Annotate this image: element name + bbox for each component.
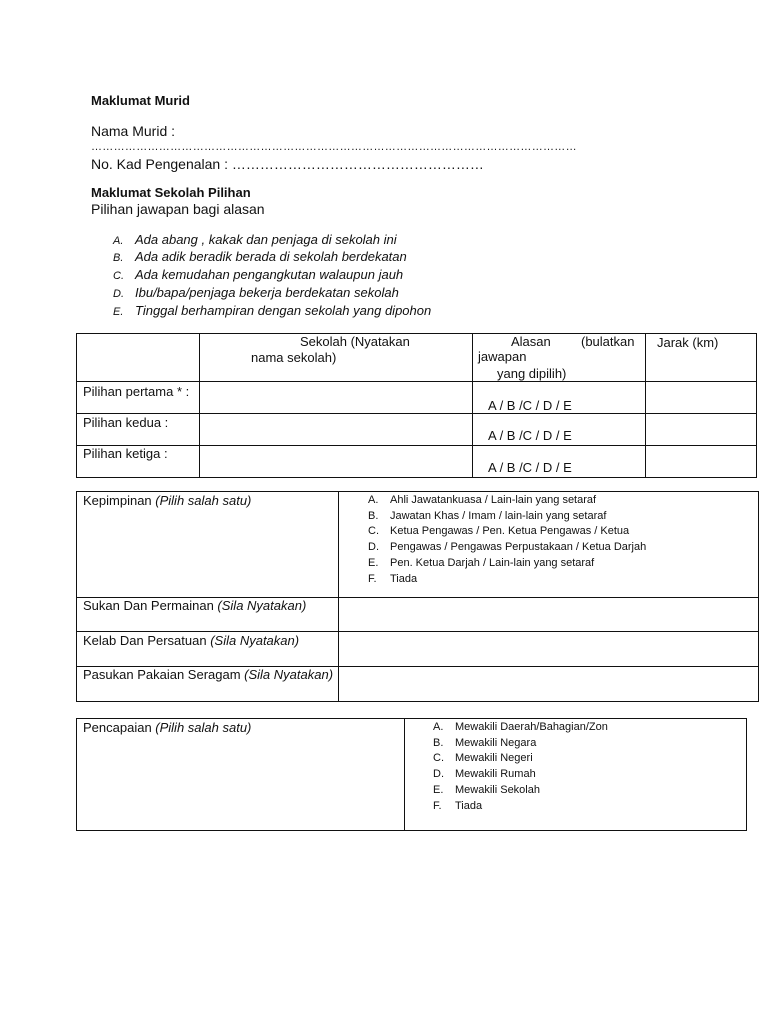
achievement-hint: (Pilih salah satu) [155, 720, 252, 735]
row-label: Pilihan pertama * : [77, 382, 200, 414]
leadership-hint: (Pilih salah satu) [155, 493, 252, 508]
row-label: Pilihan ketiga : [77, 446, 200, 478]
leadership-label-cell [77, 492, 339, 598]
school-name-input[interactable] [200, 382, 473, 414]
club-label-cell: Kelab Dan Persatuan (Sila Nyatakan) [77, 632, 339, 667]
reason-header: Alasan (bulatkan jawapan yang dipilih) [473, 334, 646, 382]
achievement-label: Pencapaian [83, 720, 156, 735]
club-input[interactable] [339, 632, 759, 667]
reason-option-e: E. Tinggal berhampiran dengan sekolah yang dipohon [113, 303, 432, 318]
achievement-row [77, 719, 747, 831]
ic-number-field[interactable]: No. Kad Pengenalan : ……………………………………………… [91, 156, 484, 172]
distance-input[interactable] [646, 446, 757, 478]
club-row [77, 632, 759, 667]
leadership-label: Kepimpinan [83, 493, 156, 508]
achievement-option-b[interactable]: B. Mewakili Negara [433, 736, 537, 749]
school-name-header: Sekolah (Nyatakan nama sekolah) [200, 334, 473, 382]
leadership-option-a[interactable]: A. Ahli Jawatankuasa / Lain-lain yang setaraf [368, 494, 597, 506]
reason-choice-cell[interactable]: A / B /C / D / E [473, 382, 646, 414]
achievement-option-f[interactable]: F. Tiada [433, 799, 483, 812]
uniform-label-cell: Pasukan Pakaian Seragam (Sila Nyatakan) [77, 667, 339, 702]
distance-input[interactable] [646, 414, 757, 446]
sports-label-cell: Sukan Dan Permainan (Sila Nyatakan) [77, 598, 339, 632]
header-empty-cell [77, 334, 200, 382]
school-choice-table [76, 333, 757, 478]
school-choice-heading: Maklumat Sekolah Pilihan [91, 185, 251, 200]
reason-option-c: C. Ada kemudahan pengangkutan walaupun jauh [113, 267, 404, 282]
reason-options-subheading: Pilihan jawapan bagi alasan [91, 201, 265, 217]
reason-choice-cell[interactable]: A / B /C / D / E [473, 446, 646, 478]
achievement-option-e[interactable]: E. Mewakili Sekolah [433, 783, 540, 796]
row-label: Pilihan kedua : [77, 414, 200, 446]
school-row-third [77, 446, 757, 478]
distance-header: Jarak (km) [646, 334, 757, 382]
leadership-option-c[interactable]: C. Ketua Pengawas / Pen. Ketua Pengawas / Ketua [368, 525, 630, 538]
school-row-second [77, 414, 757, 446]
activities-table [76, 491, 759, 702]
school-name-input[interactable] [200, 446, 473, 478]
leadership-row [77, 492, 759, 598]
reason-option-a: A. Ada abang , kakak dan penjaga di sekolah ini [113, 232, 397, 247]
leadership-option-e[interactable]: E. Pen. Ketua Darjah / Lain-lain yang setaraf [368, 556, 595, 569]
student-section-heading: Maklumat Murid [91, 93, 190, 108]
leadership-options-cell[interactable] [339, 492, 759, 598]
school-table-header-row [77, 334, 757, 382]
achievement-label-cell [77, 719, 405, 831]
achievement-option-d[interactable]: D. Mewakili Rumah [433, 768, 536, 781]
achievement-option-c[interactable]: C. Mewakili Negeri [433, 752, 533, 765]
sports-row [77, 598, 759, 632]
student-name-field[interactable]: ………………………………………………………………………………………………………………… [91, 141, 577, 153]
student-name-label: Nama Murid : [91, 123, 176, 139]
achievement-option-a[interactable]: A. Mewakili Daerah/Bahagian/Zon [433, 721, 608, 733]
leadership-option-d[interactable]: D. Pengawas / Pengawas Perpustakaan / Ketua Darjah [368, 541, 647, 554]
leadership-option-b[interactable]: B. Jawatan Khas / Imam / lain-lain yang setaraf [368, 509, 607, 522]
achievement-table [76, 718, 747, 831]
sports-input[interactable] [339, 598, 759, 632]
achievement-options-cell[interactable] [405, 719, 747, 831]
reason-option-b: B. Ada adik beradik berada di sekolah berdekatan [113, 249, 407, 264]
reason-option-d: D. Ibu/bapa/penjaga bekerja berdekatan sekolah [113, 285, 399, 300]
uniform-input[interactable] [339, 667, 759, 702]
reason-choice-cell[interactable]: A / B /C / D / E [473, 414, 646, 446]
distance-input[interactable] [646, 382, 757, 414]
school-row-first [77, 382, 757, 414]
uniform-row [77, 667, 759, 702]
school-name-input[interactable] [200, 414, 473, 446]
leadership-option-f[interactable]: F. Tiada [368, 572, 418, 585]
